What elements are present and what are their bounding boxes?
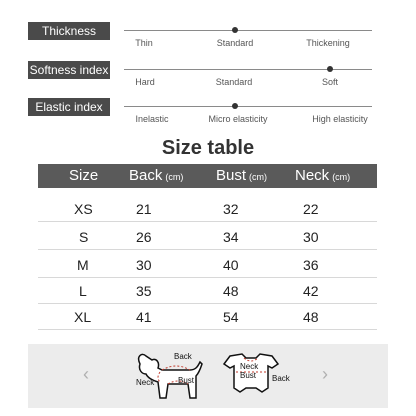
header-bust <box>216 164 267 188</box>
softness-index-row <box>0 61 416 97</box>
cell-bust: 48 <box>223 283 239 299</box>
elastic-option-high: High elasticity <box>312 114 368 124</box>
cell-back: 30 <box>136 257 152 273</box>
cell-size: XL <box>74 309 92 325</box>
cell-neck: 22 <box>303 201 319 217</box>
softness-index-label: Softness index <box>29 63 109 77</box>
cell-neck: 30 <box>303 229 319 245</box>
elastic-index-row <box>0 98 416 134</box>
header-neck-label: Neck <box>295 167 330 184</box>
cell-bust: 40 <box>223 257 239 273</box>
cell-size: M <box>77 257 89 273</box>
thickness-option-thickening: Thickening <box>306 38 350 48</box>
table-row <box>38 196 377 222</box>
cell-size: S <box>79 229 89 245</box>
cell-bust: 32 <box>223 201 239 217</box>
cell-bust: 54 <box>223 309 239 325</box>
cell-neck: 48 <box>303 309 319 325</box>
cell-back: 41 <box>136 309 152 325</box>
table-row <box>38 252 377 278</box>
thickness-option-standard: Standard <box>216 38 254 48</box>
label-garment-bust: Bust <box>240 371 257 380</box>
table-row <box>38 304 377 330</box>
cell-back: 26 <box>136 229 152 245</box>
cell-neck: 42 <box>303 283 319 299</box>
header-back-unit: (cm) <box>165 172 184 182</box>
softness-index-marker <box>327 66 333 72</box>
elastic-option-inelastic: Inelastic <box>135 114 169 124</box>
cell-back: 21 <box>136 201 152 217</box>
cell-neck: 36 <box>303 257 319 273</box>
size-table-header <box>38 164 377 188</box>
cell-bust: 34 <box>223 229 239 245</box>
thickness-index-row <box>0 22 416 58</box>
elastic-option-micro: Micro elasticity <box>208 114 268 124</box>
header-back-label: Back <box>129 167 163 184</box>
label-garment-neck: Neck <box>240 362 259 371</box>
thickness-index-marker <box>232 27 238 33</box>
header-bust-unit: (cm) <box>249 172 268 182</box>
table-row <box>38 278 377 304</box>
label-bust: Bust <box>178 376 195 385</box>
table-row <box>38 224 377 250</box>
header-neck-unit: (cm) <box>332 172 351 182</box>
label-back: Back <box>174 352 192 361</box>
cell-size: L <box>79 283 87 299</box>
thickness-index-line <box>124 30 372 31</box>
header-neck <box>295 164 350 188</box>
header-size-label: Size <box>69 167 99 184</box>
cell-back: 35 <box>136 283 152 299</box>
thickness-index-label: Thickness index <box>28 22 110 40</box>
header-bust-label: Bust <box>216 167 247 184</box>
label-neck: Neck <box>136 378 155 387</box>
chevron-right-icon[interactable]: › <box>322 364 328 384</box>
header-size <box>69 164 98 188</box>
header-back <box>129 164 183 188</box>
softness-option-standard: Standard <box>215 77 253 87</box>
thickness-option-thin: Thin <box>135 38 153 48</box>
size-table-title: Size table <box>161 137 255 159</box>
elastic-index-label: Elastic index <box>28 98 110 116</box>
label-garment-back: Back <box>272 374 290 383</box>
elastic-index-line <box>124 106 372 107</box>
cell-size: XS <box>74 201 93 217</box>
chevron-left-icon[interactable]: ‹ <box>83 364 89 384</box>
softness-index-line <box>124 69 372 70</box>
softness-option-soft: Soft <box>321 77 339 87</box>
softness-option-hard: Hard <box>135 77 155 87</box>
measurement-diagram <box>28 344 388 408</box>
elastic-index-marker <box>232 103 238 109</box>
